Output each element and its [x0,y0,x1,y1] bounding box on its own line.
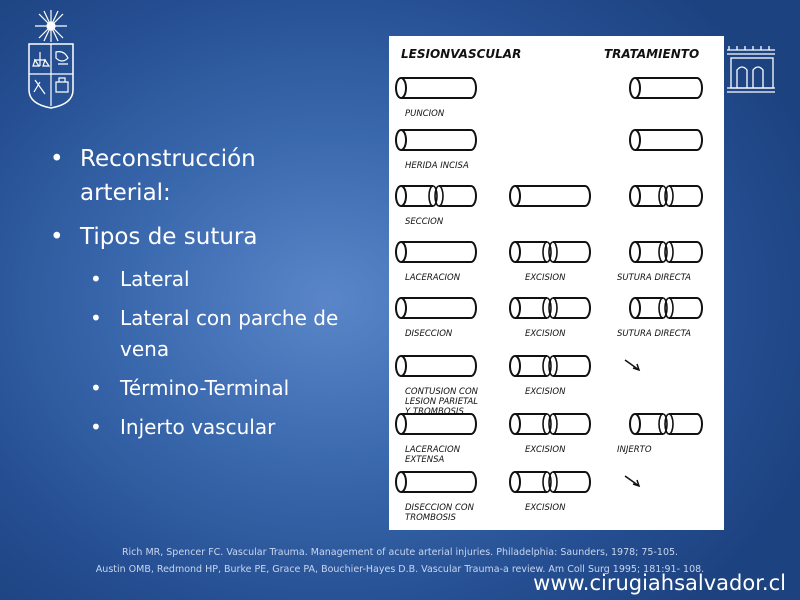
middle-vessel-2-mouth [510,186,520,206]
treatment-vessel-3-mouth [630,242,640,262]
middle-vessel-7-mouth [510,472,520,492]
building-logo [725,38,777,94]
middle-vessel-5-mouth [510,356,520,376]
lesion-label-6-0: LACERACION [405,445,461,455]
bullet-text: Reconstrucción arterial: [80,146,256,206]
middle-label-4-0: EXCISION [525,329,566,339]
treatment-vessel-2-mouth [630,186,640,206]
arrow-7 [625,476,639,486]
lesion-vessel-6-end [471,414,476,434]
treatment-vessel-2-end [697,186,702,206]
lesion-label-5-1: LESION PARIETAL [405,397,479,407]
header-lesion: LESIONVASCULAR [401,47,522,61]
lesion-label-4-0: DISECCION [405,329,453,339]
lesion-vessel-5-mouth [396,356,406,376]
bullet-marker: • [90,267,102,291]
lesion-vessel-5 [401,356,471,376]
lesion-vessel-3 [401,242,471,262]
lesion-label-5-0: CONTUSION CON [405,387,479,397]
lesion-vessel-5-end [471,356,476,376]
treatment-vessel-6-end [697,414,702,434]
lesion-vessel-2-mouth [396,186,406,206]
lesion-vessel-2-end [471,186,476,206]
lesion-vessel-0-end [471,78,476,98]
treatment-label-4-0: SUTURA DIRECTA [617,329,691,339]
bullet-item-reconstruccion [50,142,340,210]
lesion-vessel-1-end [471,130,476,150]
middle-label-6-0: EXCISION [525,445,566,455]
sub-bullet-injerto [50,412,340,443]
middle-vessel-7-end [585,472,590,492]
bullet-text: Lateral [120,267,190,291]
treatment-vessel-1-mouth [630,130,640,150]
lesion-vessel-4-mouth [396,298,406,318]
lesion-vessel-4 [401,298,471,318]
treatment-vessel-3-end [697,242,702,262]
bullet-marker: • [50,224,64,250]
lesion-label-5-2: Y TROMBOSIS [405,407,464,417]
middle-vessel-6-mouth [510,414,520,434]
lesion-label-0-0: PUNCION [405,109,445,119]
lesion-label-7-1: TROMBOSIS [405,513,456,523]
middle-vessel-5-end [585,356,590,376]
header-treatment: TRATAMIENTO [604,47,700,61]
lesion-label-1-0: HERIDA INCISA [405,161,469,171]
lesion-label-2-0: SECCION [405,217,444,227]
lesion-vessel-1 [401,130,471,150]
treatment-vessel-4-mouth [630,298,640,318]
reference-1: Rich MR, Spencer FC. Vascular Trauma. Management of acute arterial injuries. Philadelphia: Saunders, 1978; 75-105. [121,547,679,558]
bullet-marker: • [50,146,64,172]
lesion-vessel-7 [401,472,471,492]
lesion-label-7-0: DISECCION CON [405,503,474,513]
bullet-marker: • [90,376,102,400]
sub-bullet-lateral-parche [50,303,340,365]
middle-vessel-3-mouth [510,242,520,262]
lesion-vessel-7-end [471,472,476,492]
treatment-label-6-0: INJERTO [617,445,652,455]
lesion-vessel-3-mouth [396,242,406,262]
lesion-vessel-0-mouth [396,78,406,98]
reference-2: Austin OMB, Redmond HP, Burke PE, Grace PA, Bouchier-Hayes D.B. Vascular Trauma-a review. Am Coll Surg 1995; 181:91- 108. [95,564,705,575]
bullet-item-tipos-de-sutura [50,220,340,254]
treatment-vessel-0-end [697,78,702,98]
lesion-vessel-0 [401,78,471,98]
treatment-label-3-0: SUTURA DIRECTA [617,273,691,283]
treatment-vessel-4-end [697,298,702,318]
middle-label-7-0: EXCISION [525,503,566,513]
university-crest-logo [26,8,76,110]
bullet-list [50,142,340,451]
sub-bullet-termino-terminal [50,373,340,404]
bullet-text: Injerto vascular [120,415,276,439]
lesion-label-3-0: LACERACION [405,273,461,283]
lesion-vessel-4-end [471,298,476,318]
lesion-vessel-6-mouth [396,414,406,434]
treatment-vessel-6-mouth [630,414,640,434]
middle-vessel-2 [515,186,585,206]
lesion-vessel-7-mouth [396,472,406,492]
arrow-5 [625,360,639,370]
lesion-vessel-6 [401,414,471,434]
website-url: www.cirugiahsalvador.cl [533,571,786,595]
middle-vessel-3-end [585,242,590,262]
sub-bullet-lateral [50,264,340,295]
middle-vessel-6-end [585,414,590,434]
diagram-canvas [389,36,724,530]
treatment-vessel-1 [635,130,697,150]
treatment-vessel-0 [635,78,697,98]
middle-vessel-4-end [585,298,590,318]
treatment-vessel-0-mouth [630,78,640,98]
vascular-lesion-diagram [389,36,724,530]
middle-vessel-4-mouth [510,298,520,318]
lesion-vessel-3-end [471,242,476,262]
bullet-text: Lateral con parche de vena [120,306,339,361]
lesion-vessel-1-mouth [396,130,406,150]
middle-label-3-0: EXCISION [525,273,566,283]
bullet-text: Tipos de sutura [80,224,258,250]
bullet-marker: • [90,306,102,330]
bullet-marker: • [90,415,102,439]
bullet-text: Término-Terminal [120,376,290,400]
treatment-vessel-1-end [697,130,702,150]
lesion-label-6-1: EXTENSA [405,455,445,465]
middle-label-5-0: EXCISION [525,387,566,397]
middle-vessel-2-end [585,186,590,206]
